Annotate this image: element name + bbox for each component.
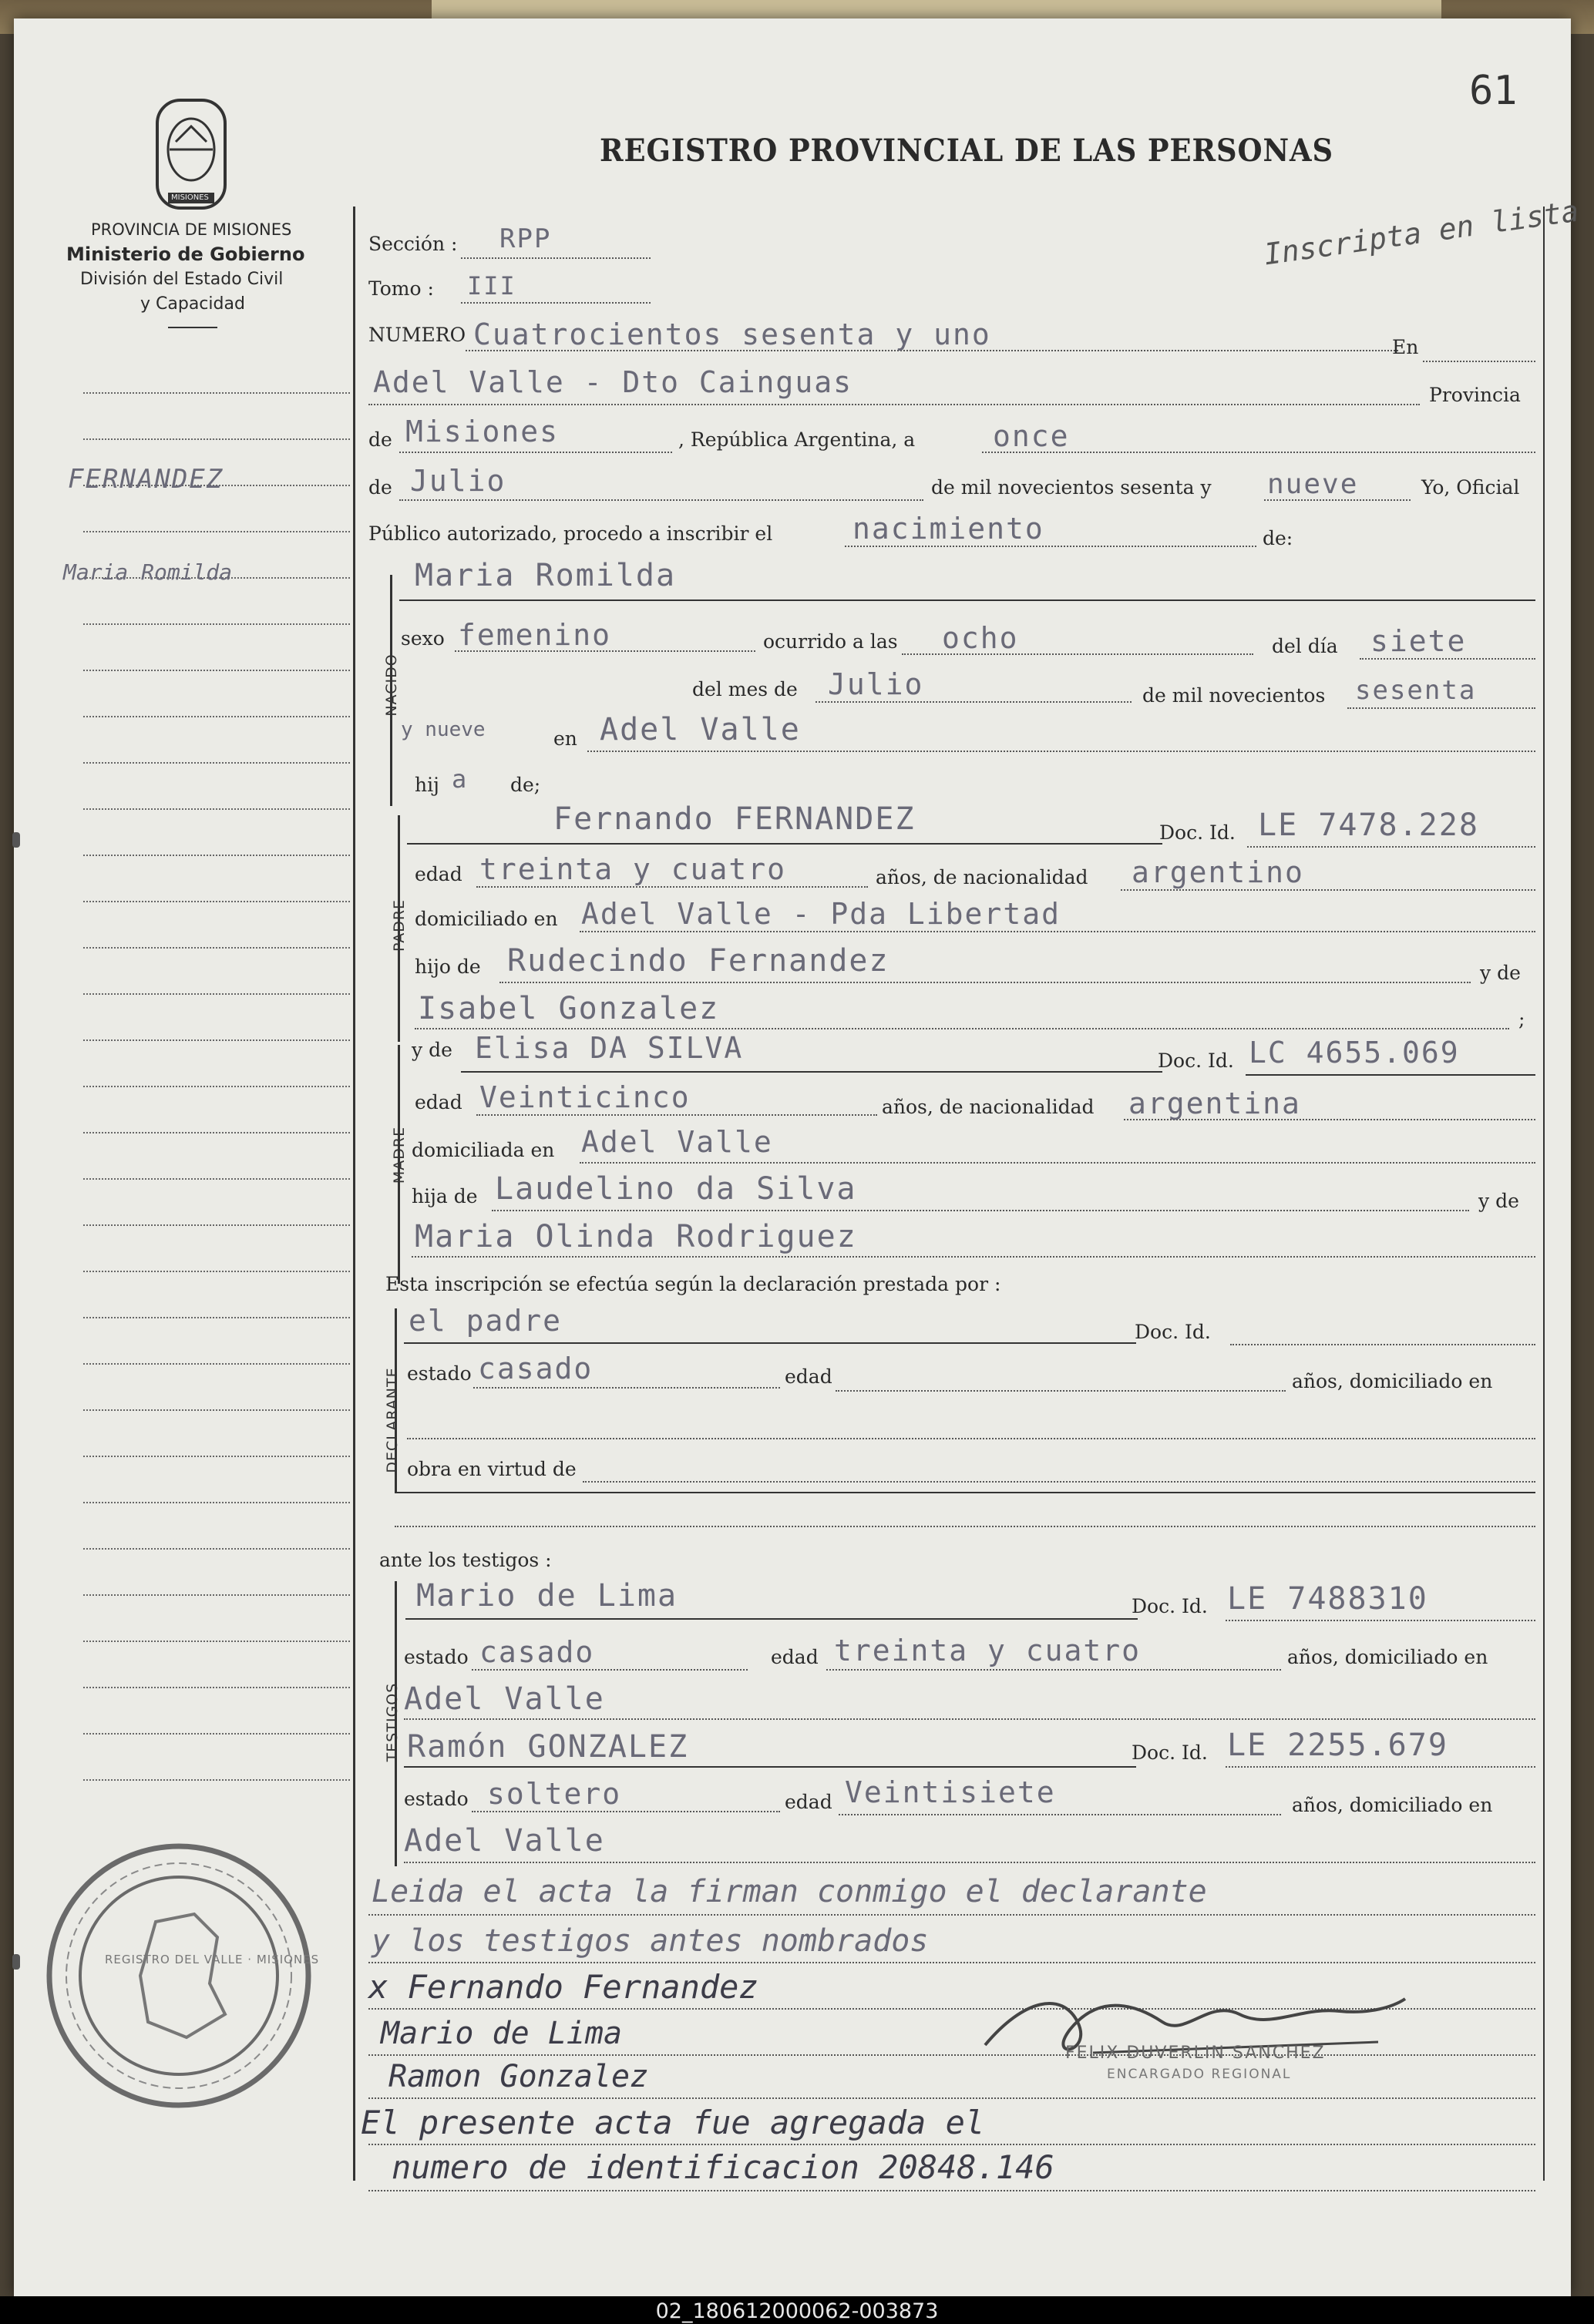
w2-estado-label: estado: [404, 1788, 469, 1810]
madre-dom-value: Adel Valle: [581, 1125, 773, 1159]
place-value: Adel Valle - Dto Cainguas: [373, 365, 852, 399]
w1-estado-line: [472, 1669, 748, 1671]
padre-mother-value: Isabel Gonzalez: [418, 991, 720, 1026]
closing-text2: y los testigos antes nombrados: [372, 1923, 929, 1959]
declarante-anos-label: años, domiciliado en: [1292, 1370, 1493, 1392]
nacido-top-rule: [399, 599, 1535, 601]
publico-label: Público autorizado, procedo a inscribir el: [368, 522, 773, 545]
nacido-month-value: Julio: [828, 667, 924, 701]
nacido-section-label: NACIDO: [383, 653, 400, 717]
madre-doc-value: LC 4655.069: [1249, 1036, 1460, 1070]
testigo2-top-rule: [404, 1766, 1136, 1768]
republica-label: , República Argentina, a: [678, 428, 916, 451]
w1-edad-label: edad: [771, 1646, 819, 1668]
closing-line5: [368, 2097, 1535, 2099]
closing-line6: [368, 2144, 1535, 2145]
act-value: nacimiento: [852, 512, 1044, 546]
seccion-value: RPP: [499, 223, 552, 254]
madre-father-line: [492, 1210, 1469, 1211]
mil2-label: de mil novecientos: [1142, 684, 1326, 707]
year-value: nueve: [1267, 468, 1359, 500]
seal-label: MISIONES: [171, 193, 209, 202]
round-stamp-text: REGISTRO DEL VALLE · MISIONES: [105, 1953, 320, 1966]
w2-estado-value: soltero: [487, 1777, 622, 1811]
w2-edad-label: edad: [785, 1791, 832, 1813]
hij-de-label: de;: [510, 774, 541, 796]
closing-text1: Leida el acta la firman conmigo el declarante: [372, 1874, 1207, 1909]
padre-dom-value: Adel Valle - Pda Libertad: [581, 897, 1061, 931]
madre-edad-line: [476, 1114, 877, 1116]
testigos-intro-label: ante los testigos :: [379, 1549, 552, 1571]
provincia-label: Provincia: [1429, 384, 1521, 406]
padre-father-value: Rudecindo Fernandez: [507, 943, 889, 979]
w1-anos-label: años, domiciliado en: [1287, 1646, 1488, 1668]
tomo-line: [461, 302, 651, 304]
w1-doc-label: Doc. Id.: [1132, 1595, 1208, 1617]
declarante-extra-line: [395, 1526, 1535, 1527]
w1-dom-value: Adel Valle: [404, 1681, 605, 1717]
padre-dom-label: domiciliado en: [415, 908, 558, 930]
numero-label: NUMERO: [368, 324, 466, 346]
signature-testigo1: Mario de Lima: [381, 2016, 623, 2051]
madre-father-value: Laudelino da Silva: [495, 1171, 857, 1207]
madre-mother-line: [412, 1256, 1535, 1258]
w2-name-value: Ramón GONZALEZ: [407, 1729, 689, 1765]
madre-y-de-label: y de: [412, 1039, 452, 1061]
testigos-section-label: TESTIGOS: [384, 1682, 401, 1762]
w1-edad-line: [826, 1669, 1281, 1671]
closing-note1: El presente acta fue agregada el: [361, 2104, 985, 2141]
declarante-edad-line: [836, 1390, 1286, 1392]
seccion-line: [461, 257, 651, 259]
hour-value: ocho: [942, 621, 1019, 655]
madre-edad-label: edad: [415, 1091, 462, 1113]
province-line: [399, 452, 672, 453]
binding-hole-top: [12, 832, 20, 848]
ministry-line1: PROVINCIA DE MISIONES: [91, 220, 292, 239]
ocurrido-label: ocurrido a las: [763, 630, 898, 653]
margin-rule: [353, 207, 355, 2181]
page-number: 61: [1469, 68, 1518, 114]
padre-mother-line: [415, 1028, 1509, 1029]
sexo-label: sexo: [401, 627, 445, 650]
yo-label: Yo, Oficial: [1421, 476, 1520, 499]
padre-doc-line: [1247, 846, 1535, 848]
madre-dom-line: [580, 1162, 1535, 1164]
w2-doc-line: [1226, 1766, 1535, 1768]
province-value: Misiones: [405, 415, 560, 448]
round-seal-stamp-icon: [40, 1837, 318, 2114]
month-value: Julio: [410, 464, 506, 498]
w1-doc-value: LE 7488310: [1227, 1581, 1428, 1617]
w2-doc-label: Doc. Id.: [1132, 1741, 1208, 1764]
w2-estado-line: [472, 1811, 780, 1812]
madre-name-value: Elisa DA SILVA: [475, 1031, 744, 1065]
w2-dom-line: [404, 1862, 1535, 1863]
madre-section-label: MADRE: [391, 1126, 408, 1184]
nacido-year2-value: y nueve: [401, 718, 486, 741]
madre-nac-value: argentina: [1128, 1086, 1301, 1120]
closing-line2: [368, 1962, 1535, 1963]
w2-dom-value: Adel Valle: [404, 1823, 605, 1859]
document-page: [14, 18, 1581, 2296]
ministry-line2: Ministerio de Gobierno: [66, 243, 305, 265]
declarante-doc-line: [1230, 1344, 1535, 1345]
madre-mother-value: Maria Olinda Rodriguez: [415, 1219, 857, 1254]
w1-estado-label: estado: [404, 1646, 469, 1668]
w1-dom-line: [404, 1718, 1535, 1720]
declarante-edad-label: edad: [785, 1365, 832, 1388]
official-stamp-title: ENCARGADO REGIONAL: [1107, 2067, 1292, 2082]
padre-doc-label: Doc. Id.: [1159, 821, 1236, 844]
de2-label: de: [368, 476, 392, 499]
padre-dom-line: [580, 931, 1535, 932]
ministry-divider: [168, 327, 217, 328]
declarante-bottom-rule: [395, 1492, 1535, 1493]
padre-edad-line: [476, 886, 868, 888]
padre-hijo-label: hijo de: [415, 955, 481, 978]
hij-label: hij: [415, 774, 439, 796]
padre-father-line: [499, 982, 1471, 983]
declarante-obra-line: [583, 1481, 1535, 1483]
w1-name-value: Mario de Lima: [416, 1578, 678, 1614]
numero-value: Cuatrocientos sesenta y uno: [473, 317, 991, 351]
declarante-estado-line: [473, 1387, 780, 1389]
padre-edad-label: edad: [415, 863, 462, 885]
stamp-inscripta: Inscripta en lista: [1261, 193, 1581, 272]
testigo1-top-rule: [405, 1618, 1138, 1620]
nacido-place-value: Adel Valle: [600, 712, 801, 747]
nacido-day-value: siete: [1370, 624, 1467, 658]
month-line: [399, 499, 923, 501]
en-line: [1423, 361, 1535, 362]
nacido-place-line: [587, 751, 1535, 752]
del-dia-label: del día: [1272, 635, 1338, 657]
de-label: de: [368, 428, 392, 451]
image-caption: 02_180612000062-003873: [655, 2299, 939, 2323]
place-line: [368, 404, 1420, 405]
w1-edad-value: treinta y cuatro: [834, 1634, 1142, 1667]
w1-doc-line: [1226, 1620, 1535, 1621]
padre-top-rule: [407, 843, 1162, 845]
padre-nac-line: [1121, 889, 1535, 891]
hij-value: a: [452, 764, 469, 794]
closing-line1: [368, 1914, 1535, 1916]
nacido-name-value: Maria Romilda: [415, 558, 677, 593]
official-stamp-name: FELIX DUVERLIN SANCHEZ: [1065, 2044, 1326, 2063]
tomo-label: Tomo :: [368, 277, 434, 300]
day2-line: [1360, 658, 1535, 660]
margin-surname: FERNANDEZ: [68, 464, 224, 495]
madre-edad-value: Veinticinco: [479, 1080, 691, 1114]
madre-doc-label: Doc. Id.: [1158, 1049, 1234, 1072]
w2-doc-value: LE 2255.679: [1227, 1728, 1448, 1763]
declarante-estado-value: casado: [478, 1352, 594, 1385]
padre-nac-value: argentino: [1132, 855, 1304, 889]
day-value: once: [993, 419, 1070, 453]
ministry-line3: División del Estado Civil: [80, 270, 284, 289]
declarante-intro-label: Esta inscripción se efectúa según la declaración prestada por :: [385, 1273, 1001, 1295]
margin-given-name: Maria Romilda: [63, 559, 233, 585]
padre-edad-value: treinta y cuatro: [479, 852, 787, 886]
sexo-value: femenino: [458, 618, 612, 652]
declarante-estado-label: estado: [407, 1362, 472, 1385]
act-line: [845, 546, 1256, 547]
w2-edad-line: [839, 1814, 1281, 1815]
signature-testigo2: Ramon Gonzalez: [388, 2059, 649, 2094]
nacido-year-value: sesenta: [1355, 675, 1477, 706]
padre-section-label: PADRE: [391, 898, 408, 952]
declarante-name-value: el padre: [409, 1304, 563, 1338]
page-title: REGISTRO PROVINCIAL DE LAS PERSONAS: [600, 133, 1333, 169]
ministry-line4: y Capacidad: [140, 294, 245, 314]
closing-line7: [368, 2190, 1535, 2191]
signature-declarante: x Fernando Fernandez: [368, 1968, 758, 2006]
month2-line: [815, 701, 1132, 703]
padre-name-value: Fernando FERNANDEZ: [553, 801, 916, 837]
year2-line: [1347, 707, 1535, 709]
madre-nac-label: años, de nacionalidad: [882, 1096, 1095, 1118]
del-mes-label: del mes de: [692, 678, 798, 700]
declarante-doc-label: Doc. Id.: [1135, 1321, 1211, 1343]
right-rule: [1543, 207, 1545, 2181]
declarante-dom-line: [407, 1438, 1535, 1439]
w1-estado-value: casado: [479, 1635, 595, 1669]
madre-doc-rule: [1246, 1074, 1535, 1076]
seccion-label: Sección :: [368, 233, 458, 255]
en-label: En: [1392, 336, 1419, 358]
nacido-en-label: en: [553, 727, 577, 750]
w2-edad-value: Veintisiete: [845, 1775, 1056, 1809]
padre-y-de-label: y de: [1480, 962, 1521, 984]
mil-label: de mil novecientos sesenta y: [931, 476, 1212, 499]
padre-doc-value: LE 7478.228: [1258, 808, 1479, 843]
madre-dom-label: domiciliada en: [412, 1139, 555, 1161]
tomo-value: III: [467, 271, 516, 301]
declarante-obra-label: obra en virtud de: [407, 1458, 577, 1480]
de3-label: de:: [1263, 527, 1293, 549]
binding-hole-bottom: [12, 1954, 20, 1970]
declarante-top-rule: [404, 1342, 1136, 1344]
closing-note2: numero de identificacion 20848.146: [392, 2148, 1054, 2186]
padre-semicolon: ;: [1518, 1008, 1525, 1030]
padre-nac-label: años, de nacionalidad: [876, 866, 1088, 888]
declarante-section-label: DECLARANTE: [384, 1367, 401, 1473]
madre-hija-label: hija de: [412, 1185, 478, 1207]
madre-top-rule: [461, 1071, 1162, 1073]
madre-y-de2-label: y de: [1478, 1190, 1519, 1212]
w2-anos-label: años, domiciliado en: [1292, 1794, 1493, 1816]
